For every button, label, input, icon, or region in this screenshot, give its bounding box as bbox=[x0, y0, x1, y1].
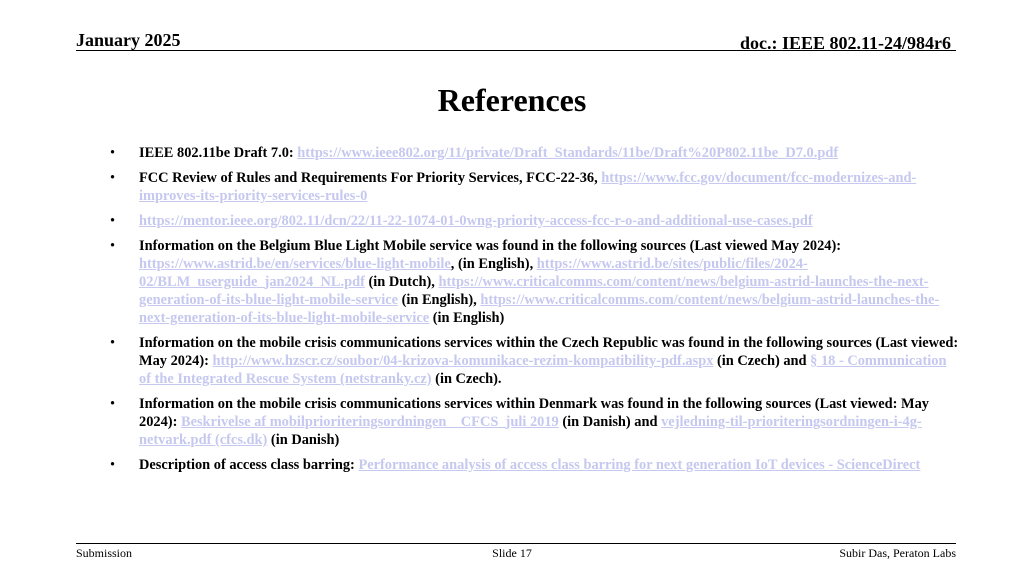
reference-item bbox=[110, 456, 962, 474]
reference-text: (in Danish) and bbox=[558, 414, 662, 430]
reference-item bbox=[110, 169, 962, 205]
reference-text: (in Danish) bbox=[267, 432, 340, 448]
reference-item bbox=[110, 144, 962, 162]
reference-link[interactable]: https://mentor.ieee.org/802.11/dcn/22/11-22-1074-01-0wng-priority-access-fcc-r-o-and-additional-use-cases.pdf bbox=[139, 213, 813, 229]
footer-divider bbox=[76, 543, 956, 544]
reference-link[interactable]: https://www.astrid.be/en/services/blue-light-mobile bbox=[139, 256, 451, 272]
reference-text: Information on the mobile crisis communications services within Denmark was found in the following sources (Last viewed: May 2024): bbox=[139, 396, 930, 430]
bullet-icon: • bbox=[110, 213, 116, 229]
reference-text: (in Dutch), bbox=[364, 274, 439, 290]
reference-link[interactable]: vejledning-til-prioriteringsordningen-i-4g-netvark.pdf (cfcs.dk) bbox=[139, 414, 922, 448]
reference-link[interactable]: § 18 - Communication of the Integrated Rescue System (netstranky.cz) bbox=[139, 353, 947, 387]
reference-text: Information on the Belgium Blue Light Mobile service was found in the following sources (Last viewed May 2024): bbox=[139, 238, 842, 254]
reference-link[interactable]: https://www.fcc.gov/document/fcc-modernizes-and-improves-its-priority-services-rules-0 bbox=[139, 170, 917, 204]
reference-link[interactable]: http://www.hzscr.cz/soubor/04-krizova-komunikace-rezim-kompatibility-pdf.aspx bbox=[212, 353, 714, 369]
footer-slide-number: Slide 17 bbox=[492, 546, 532, 560]
reference-link[interactable]: https://www.criticalcomms.com/content/news/belgium-astrid-launches-the-next-generation-of-its-blue-light-mobile-service bbox=[139, 292, 940, 326]
reference-link[interactable]: https://www.astrid.be/sites/public/files/2024-02/BLM_userguide_jan2024_NL.pdf bbox=[139, 256, 808, 290]
bullet-icon: • bbox=[110, 335, 116, 351]
reference-text: IEEE 802.11be Draft 7.0: bbox=[139, 145, 298, 161]
reference-text: (in English) bbox=[429, 310, 505, 326]
bullet-icon: • bbox=[110, 170, 116, 186]
slide-title: References bbox=[437, 82, 587, 118]
reference-text: FCC Review of Rules and Requirements For Priority Services, FCC-22-36, bbox=[139, 170, 602, 186]
reference-text: (in Czech). bbox=[431, 371, 502, 387]
bullet-icon: • bbox=[110, 145, 116, 161]
reference-text: Description of access class barring: bbox=[139, 457, 359, 473]
reference-link[interactable]: Performance analysis of access class barring for next generation IoT devices - ScienceDirect bbox=[358, 457, 921, 473]
reference-text: , (in English), bbox=[450, 256, 537, 272]
reference-text: Information on the mobile crisis communications services within the Czech Republic was found in the following sources (Last viewed: May 2024): bbox=[139, 335, 959, 369]
references-list bbox=[110, 144, 962, 481]
reference-link[interactable]: https://www.criticalcomms.com/content/news/belgium-astrid-launches-the-next-generation-of-its-blue-light-mobile-service bbox=[139, 274, 929, 308]
header-divider bbox=[76, 50, 956, 51]
footer-author: Subir Das, Peraton Labs bbox=[839, 546, 956, 560]
header-date: January 2025 bbox=[76, 30, 181, 50]
header-doc-id: doc.: IEEE 802.11-24/984r6 bbox=[739, 33, 951, 53]
footer-submission: Submission bbox=[76, 546, 133, 560]
reference-text: (in English), bbox=[397, 292, 481, 308]
bullet-icon: • bbox=[110, 457, 116, 473]
reference-item bbox=[110, 237, 962, 327]
reference-link[interactable]: Beskrivelse af mobilprioriteringsordningen _ CFCS_juli 2019 bbox=[180, 414, 559, 430]
reference-item bbox=[110, 212, 962, 230]
reference-link[interactable]: https://www.ieee802.org/11/private/Draft_Standards/11be/Draft%20P802.11be_D7.0.pdf bbox=[297, 145, 839, 161]
reference-text: (in Czech) and bbox=[713, 353, 811, 369]
bullet-icon: • bbox=[110, 396, 116, 412]
reference-item bbox=[110, 395, 962, 449]
reference-item bbox=[110, 334, 962, 388]
bullet-icon: • bbox=[110, 238, 116, 254]
